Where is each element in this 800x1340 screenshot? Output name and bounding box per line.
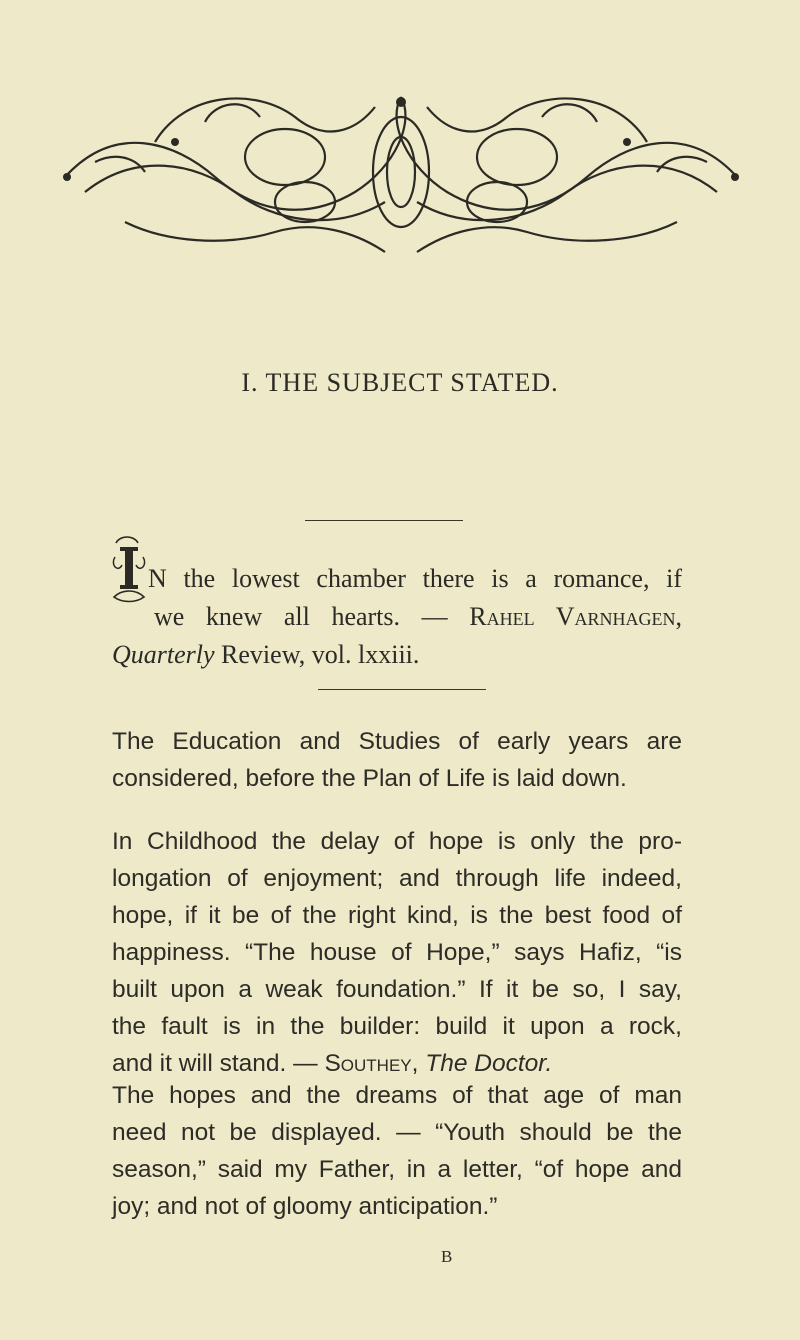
- epigraph-author: Rahel Varnhagen,: [469, 602, 682, 631]
- p1-line: The Education and Studies of early years are: [112, 728, 682, 755]
- epigraph-line-3: Quarterly Review, vol. lxxiii.: [112, 640, 420, 669]
- p3-line: joy; and not of gloomy anticipation.”: [112, 1193, 498, 1220]
- paragraph-3: [112, 1077, 682, 1225]
- p2-line: In Childhood the delay of hope is only the pro-: [112, 828, 682, 855]
- rule-top: [305, 520, 463, 521]
- p2-line: hope, if it be of the right kind, is the best food of: [112, 902, 682, 929]
- epigraph-line-2: we knew all hearts. — Rahel Varnhagen,: [154, 602, 682, 631]
- paragraph-2: [112, 823, 682, 1082]
- epigraph-source: Quarterly: [112, 640, 215, 669]
- ornamental-headpiece: [55, 82, 747, 257]
- rule-middle: [318, 689, 486, 690]
- signature-mark: B: [441, 1247, 453, 1266]
- p3-line: need not be displayed. — “Youth should be the: [112, 1119, 682, 1146]
- p3-line: The hopes and the dreams of that age of man: [112, 1082, 682, 1109]
- p2-line: the fault is in the builder: build it upon a rock,: [112, 1013, 682, 1040]
- paragraph-1: [112, 723, 682, 797]
- p3-line: season,” said my Father, in a letter, “of hope and: [112, 1156, 682, 1183]
- p2-author: Southey,: [324, 1050, 419, 1077]
- p2-line: built upon a weak foundation.” If it be so, I say,: [112, 976, 682, 1003]
- p2-work: The Doctor.: [425, 1050, 553, 1077]
- p1-line: considered, before the Plan of Life is laid down.: [112, 765, 627, 792]
- p2-line: and it will stand. — Southey, The Doctor.: [112, 1050, 553, 1077]
- p2-line: longation of enjoyment; and through life indeed,: [112, 865, 682, 892]
- p2-line: happiness. “The house of Hope,” says Hafiz, “is: [112, 939, 682, 966]
- epigraph: [112, 560, 682, 674]
- epigraph-line-1: N the lowest chamber there is a romance, if: [148, 564, 682, 593]
- chapter-heading: I. THE SUBJECT STATED.: [241, 368, 559, 397]
